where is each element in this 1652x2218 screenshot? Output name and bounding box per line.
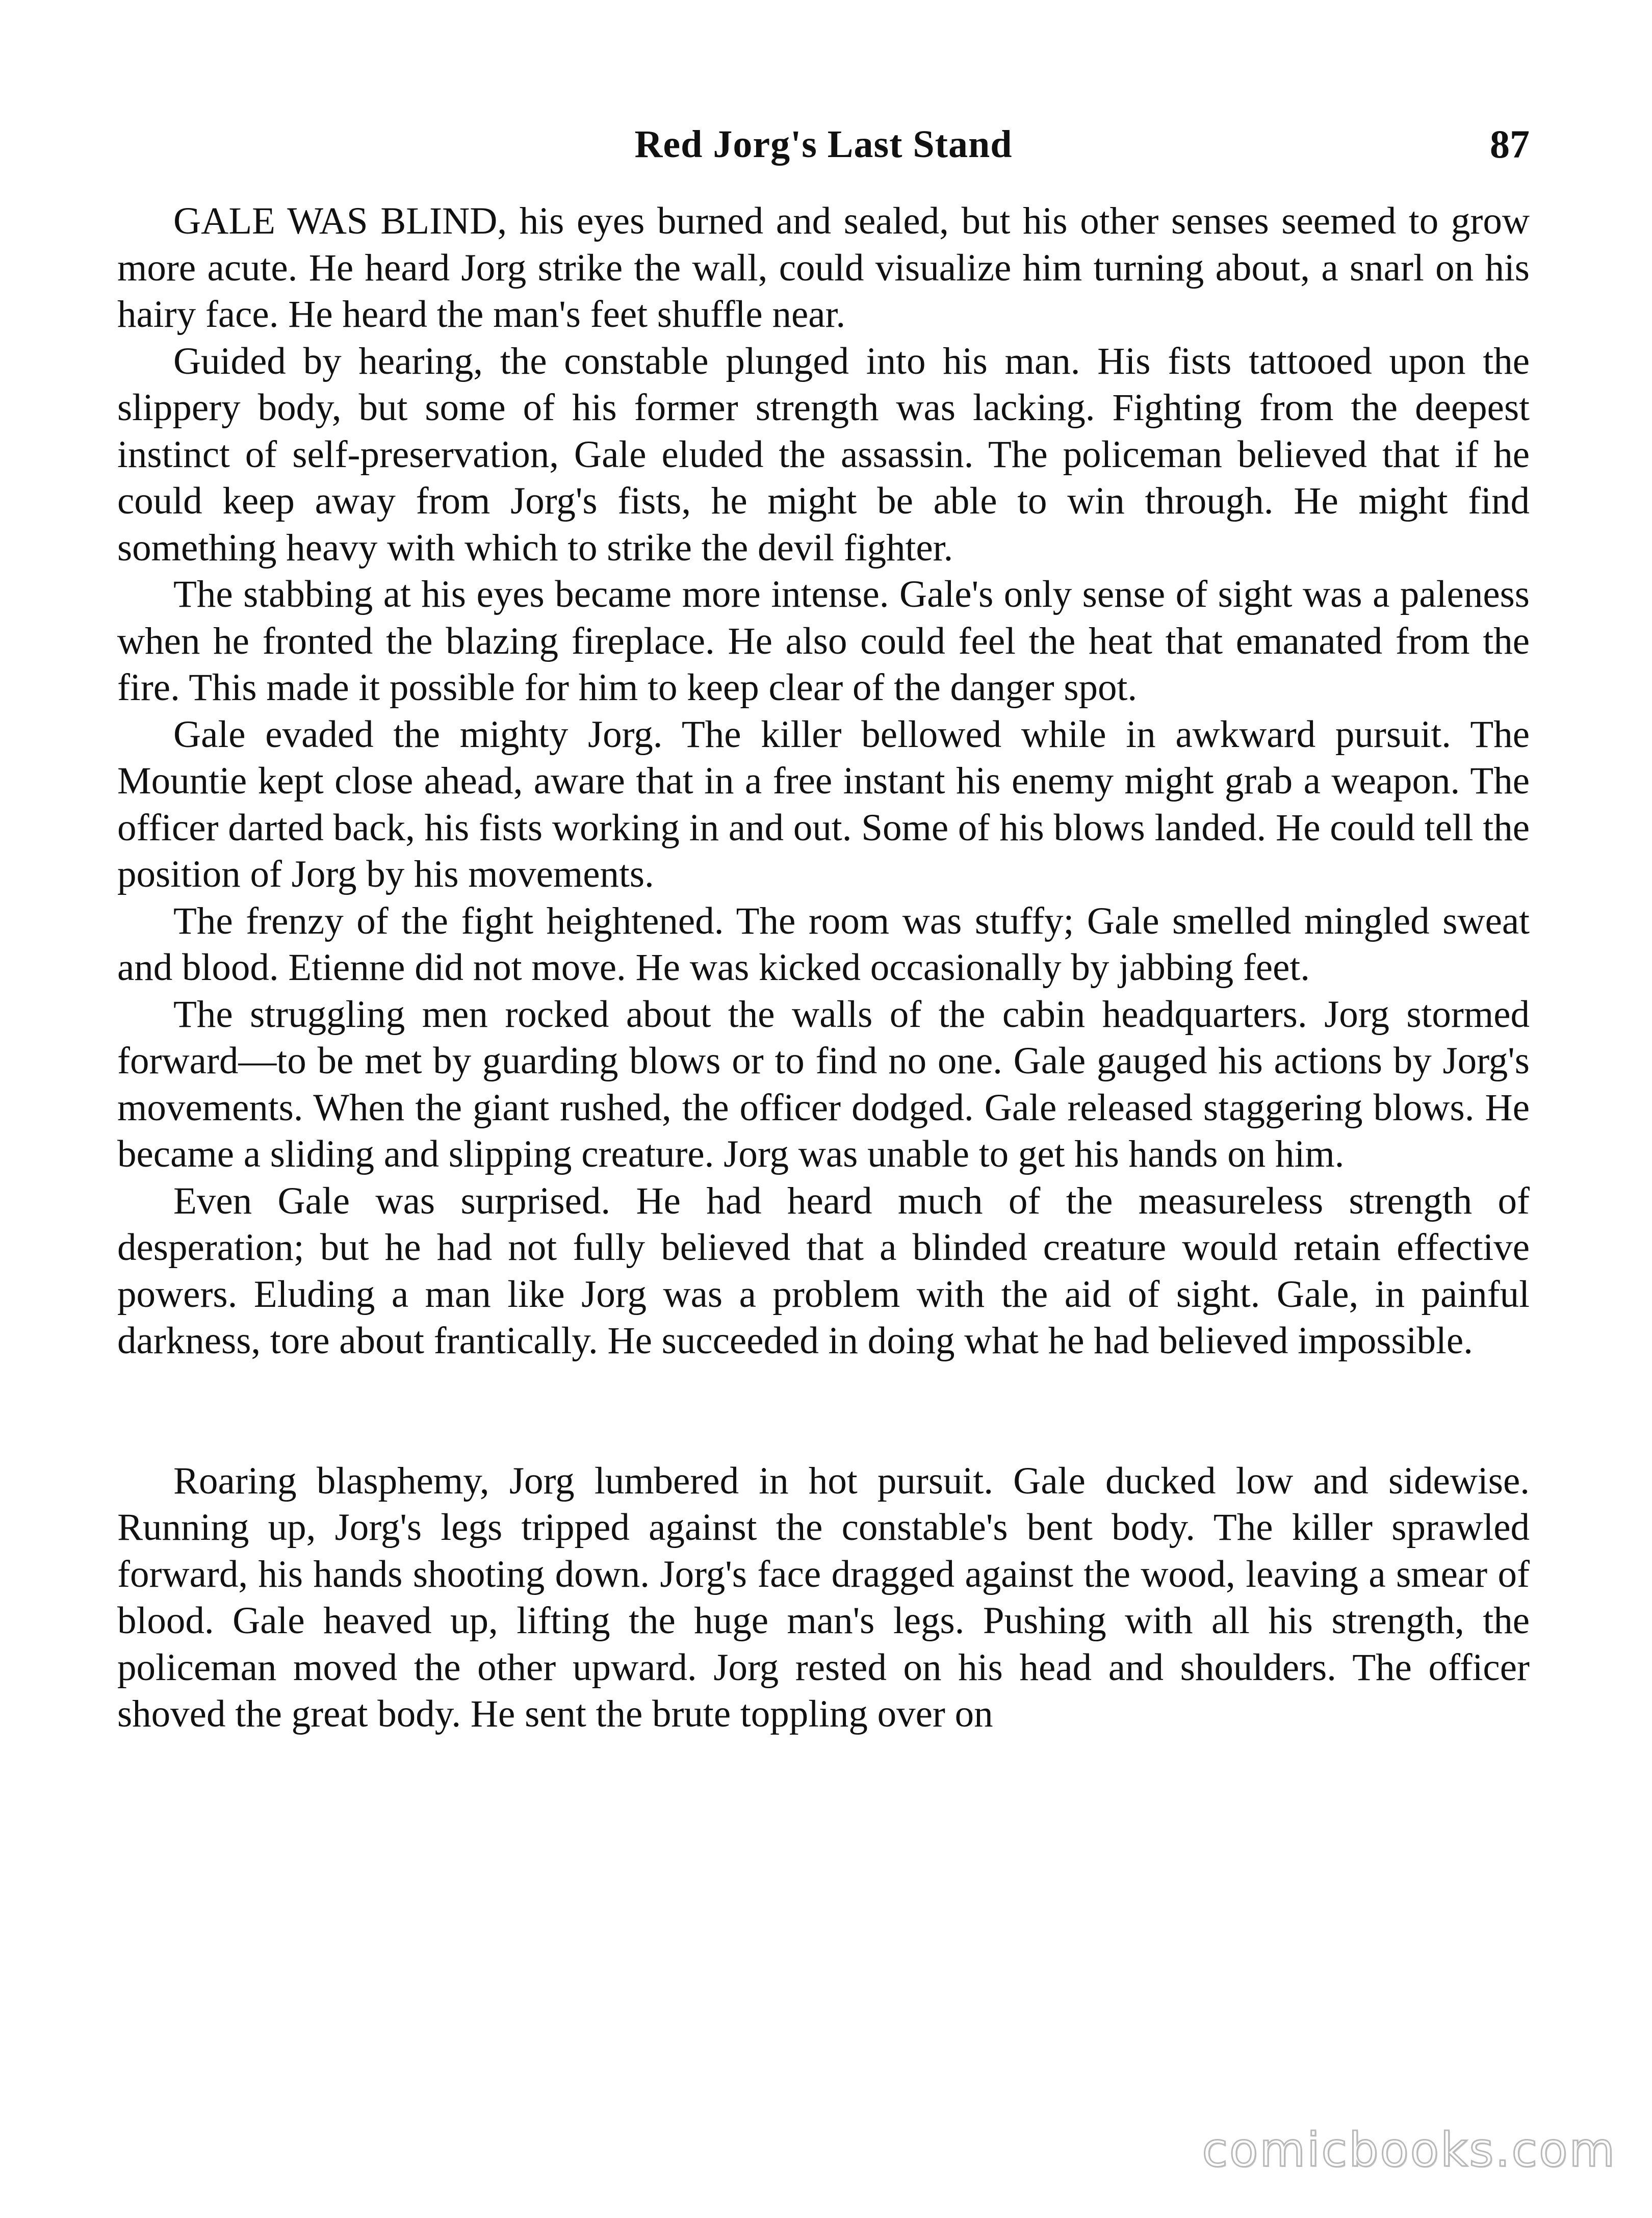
scene-break <box>117 1364 1530 1458</box>
paragraph-7: Even Gale was surprised. He had heard much of the measureless strength of desperation; but he had not fully believed that a blinded creature would retain effective powers. Eluding a man like Jorg was a problem with the aid of sight. Gale, in painful darkness, tore about frantically. He succeeded in doing what he had believed impossible. <box>117 1179 1530 1362</box>
page-number: 87 <box>1490 122 1530 166</box>
paragraph-4: Gale evaded the mighty Jorg. The killer bellowed while in awkward pursuit. The Mountie kept close ahead, aware that in a free instant his enemy might grab a weapon. The officer darted back, his fists working in and out. Some of his blows landed. He could tell the position of Jorg by his movements. <box>117 713 1530 895</box>
paragraph-1: GALE WAS BLIND, his eyes burned and sealed, but his other senses seemed to grow more acute. He heard Jorg strike the wall, could visualize him turning about, a snarl on his hairy face. He heard the man's feet shuffle near. <box>117 200 1530 336</box>
paragraph-3: The stabbing at his eyes became more intense. Gale's only sense of sight was a paleness when he fronted the blazing fireplace. He also could feel the heat that emanated from the fire. This made it possible for him to keep clear of the danger spot. <box>117 573 1530 709</box>
running-head <box>117 116 1530 172</box>
watermark-logo: comicbooks.com <box>1202 2123 1616 2177</box>
paragraph-2: Guided by hearing, the constable plunged into his man. His fists tattooed upon the slippery body, but some of his former strength was lacking. Fighting from the deepest instinct of self-preservation, Gale eluded the assassin. The policeman believed that if he could keep away from Jorg's fists, he might be able to win through. He might find something heavy with which to strike the devil fighter. <box>117 340 1530 569</box>
paragraph-6: The struggling men rocked about the walls of the cabin headquarters. Jorg stormed forward—to be met by guarding blows or to find no one. Gale gauged his actions by Jorg's movements. When the giant rushed, the officer dodged. Gale released staggering blows. He became a sliding and slipping creature. Jorg was unable to get his hands on him. <box>117 993 1530 1175</box>
body-text <box>117 198 1530 1738</box>
paragraph-8: Roaring blasphemy, Jorg lumbered in hot pursuit. Gale ducked low and sidewise. Running up, Jorg's legs tripped against the constable's bent body. The killer sprawled forward, his hands shooting down. Jorg's face dragged against the wood, leaving a smear of blood. Gale heaved up, lifting the huge man's legs. Pushing with all his strength, the policeman moved the other upward. Jorg rested on his head and shoulders. The officer shoved the great body. He sent the brute toppling over on <box>117 1459 1530 1735</box>
paragraph-5: The frenzy of the fight heightened. The room was stuffy; Gale smelled mingled sweat and blood. Etienne did not move. He was kicked occasionally by jabbing feet. <box>117 899 1530 989</box>
running-title: Red Jorg's Last Stand <box>634 123 1013 166</box>
